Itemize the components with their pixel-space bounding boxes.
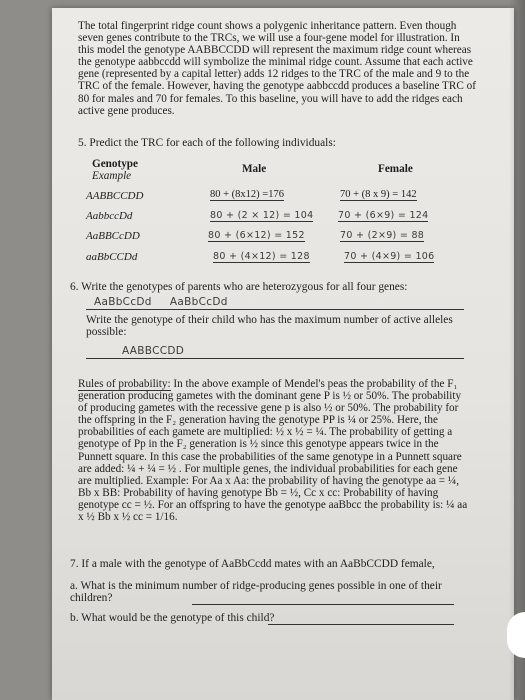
row-2-male: 80 + (6×12) = 152 bbox=[208, 230, 305, 241]
col-header-genotype: Genotype bbox=[92, 158, 138, 170]
col-header-example: Example bbox=[92, 170, 132, 182]
row-3-genotype: aaBbCCDd bbox=[86, 251, 138, 263]
q7-part-b: b. What would be the genotype of this child? bbox=[70, 612, 275, 624]
q6-answer-child[interactable]: AABBCCDD bbox=[122, 345, 185, 357]
row-0-genotype: AABBCCDD bbox=[86, 190, 144, 202]
row-0-male: 80 + (8x12) =176 bbox=[210, 189, 284, 200]
q7-a-answer-line[interactable] bbox=[192, 604, 454, 605]
q6-prompt2: Write the genotype of their child who has the maximum number of active alleles possible: bbox=[86, 314, 453, 338]
row-3-male: 80 + (4×12) = 128 bbox=[213, 251, 310, 262]
q7-prompt: 7. If a male with the genotype of AaBbCcdd mates with an AaBbCCDD female, bbox=[70, 558, 435, 570]
row-1-male: 80 + (2 × 12) = 104 bbox=[210, 210, 314, 221]
q6-answer-line-1 bbox=[86, 309, 464, 310]
rules-text: In the above example of Mendel's peas the probability of the F₁ generation producing gametes with the dominant gene P is ½ or 50%. The probability of producing gametes with the recessive gene p is also ½ or 50%. The probability for the offspring in the F₂ generation having the genotype PP is ¼ or 25%. Here, the probabilities of each gamete are multiplied: ½ x ½ = ¼. The probability of getting a genotype of Pp in the F₂ generation is ½ since this genotype appears twice in the Punnett square. In this case the probabilities of the same genotype in a Punnett square are added: ¼ + ¼ = ½ . For multiple genes, the individual probabilities for each gene are multiplied. Example: For Aa x Aa: the probability of having the genotype aa = ¼, Bb x BB: Probability of having genotype Bb = ½, Cc x cc: Probability of having genotype cc = ½. For an offspring to have the genotype aaBbcc the probability is: ¼ aa x ½ Bb x ½ cc = 1/16. bbox=[78, 378, 468, 524]
rules-paragraph bbox=[78, 378, 470, 523]
col-header-female: Female bbox=[378, 163, 413, 175]
row-2-female: 70 + (2×9) = 88 bbox=[340, 230, 425, 241]
col-header-male: Male bbox=[242, 163, 267, 175]
q6-answer-line-2 bbox=[86, 358, 464, 359]
rules-heading: Rules of probability: bbox=[78, 378, 171, 390]
q7-b-answer-line[interactable] bbox=[268, 624, 454, 625]
row-3-female: 70 + (4×9) = 106 bbox=[344, 251, 435, 262]
q6-answer-parents[interactable]: AaBbCcDd AaBbCcDd bbox=[94, 296, 228, 308]
row-0-female: 70 + (8 x 9) = 142 bbox=[340, 189, 417, 200]
intro-paragraph: The total fingerprint ridge count shows a polygenic inheritance pattern. Even though seven genes contribute to the TRCs, we will use a four-gene model for illustration. In this model the genotype AABBCCDD will represent the maximum ridge count whereas the genotype aabbccdd will symbolize the minimal ridge count. Assume that each active gene (represented by a capital letter) adds 12 ridges to the TRC of the male and 9 to the TRC of the female. However, having the genotype aabbccdd produces a baseline TRC of 80 for males and 70 for females. To this baseline, you will have to add the ridges each active gene produces. bbox=[78, 20, 476, 117]
row-1-genotype: AabbccDd bbox=[86, 210, 133, 222]
q6-prompt: 6. Write the genotypes of parents who are heterozygous for all four genes: bbox=[70, 281, 408, 293]
row-1-female: 70 + (6×9) = 124 bbox=[338, 210, 429, 221]
q5-prompt: 5. Predict the TRC for each of the following individuals: bbox=[78, 137, 336, 149]
page-edge-shadow bbox=[509, 0, 525, 700]
row-2-genotype: AaBBCcDD bbox=[86, 230, 140, 242]
q7-part-a: a. What is the minimum number of ridge-producing genes possible in one of their children? bbox=[70, 580, 442, 604]
